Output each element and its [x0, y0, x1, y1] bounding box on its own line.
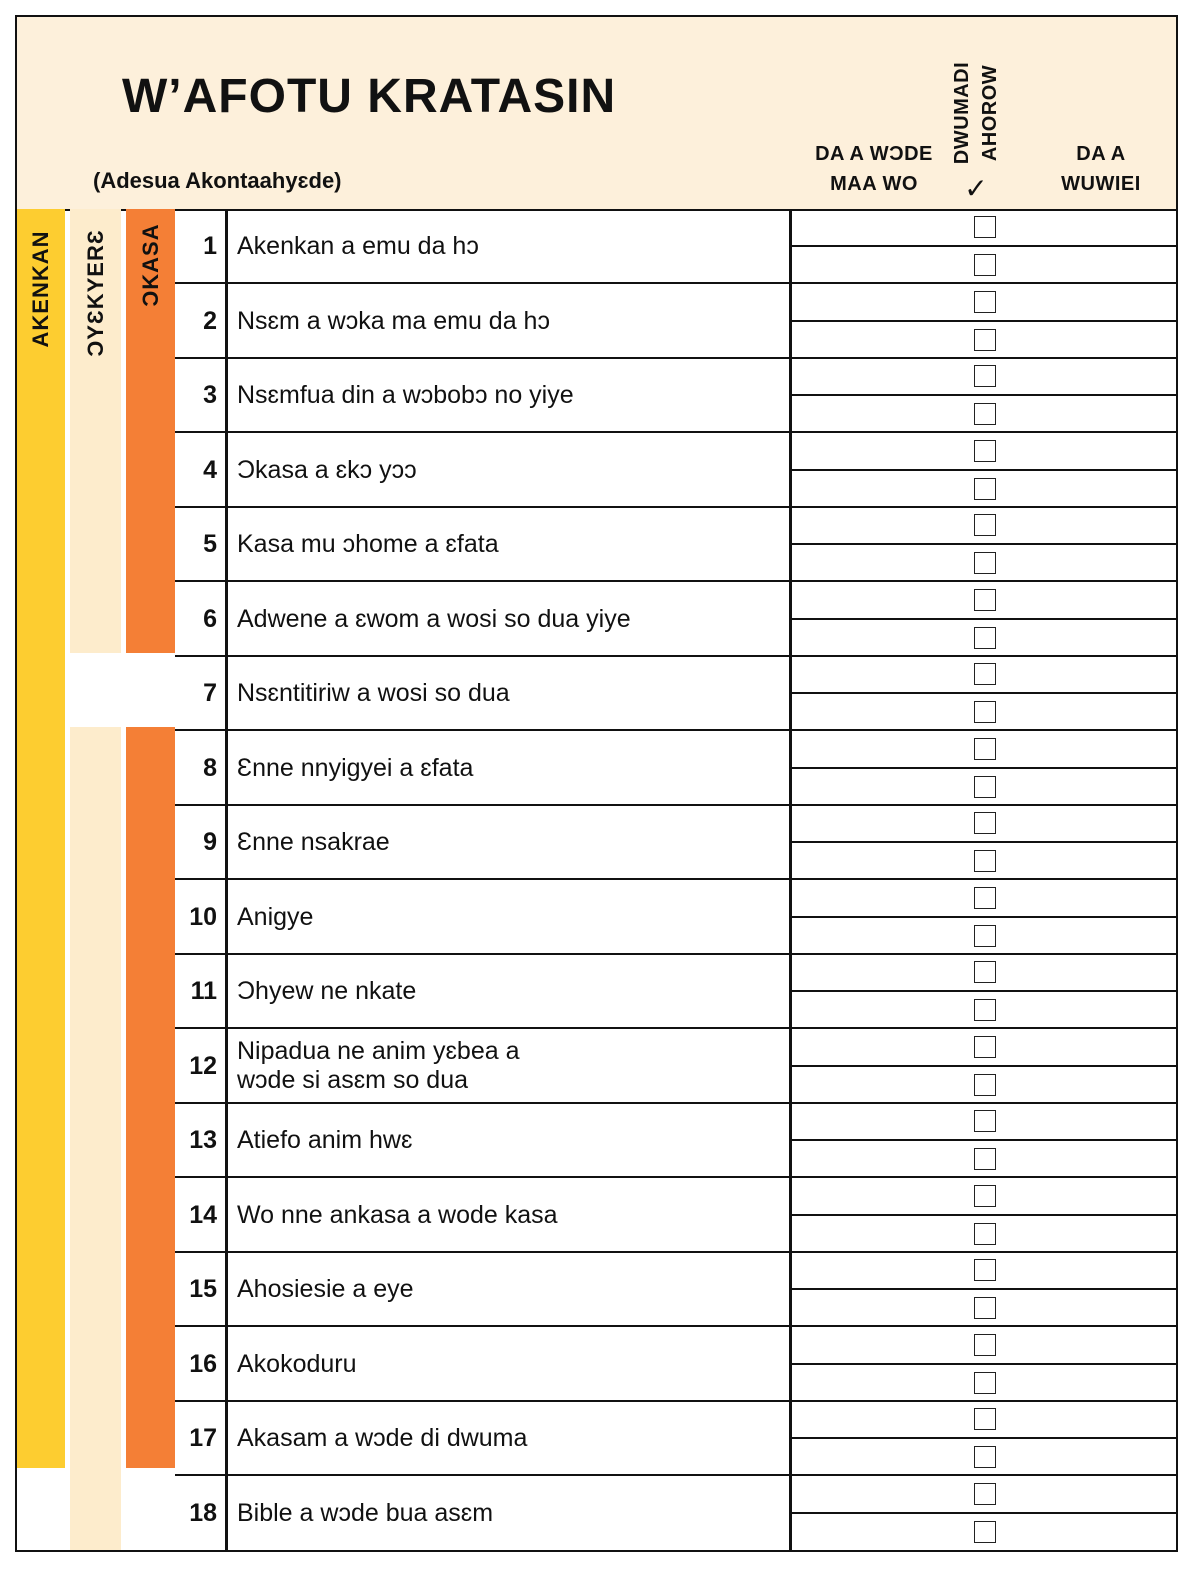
- point-title: Akenkan a emu da hɔ: [237, 231, 479, 260]
- row-sub-divider: [791, 841, 1176, 843]
- exercise-checkbox[interactable]: [974, 1483, 996, 1505]
- table-row: [17, 954, 1176, 1028]
- point-title: Nsɛm a wɔka ma emu da hɔ: [237, 306, 550, 335]
- point-title: Wo nne ankasa a wode kasa: [237, 1200, 558, 1229]
- column-header-exercises-line2: AHOROW: [979, 64, 1001, 162]
- table-row: [17, 1029, 1176, 1103]
- table-row: [17, 880, 1176, 954]
- table-row: [17, 582, 1176, 656]
- row-sub-divider: [791, 692, 1176, 694]
- exercise-checkbox[interactable]: [974, 1297, 996, 1319]
- exercise-checkbox[interactable]: [974, 961, 996, 983]
- row-sub-divider: [791, 320, 1176, 322]
- exercise-checkbox[interactable]: [974, 1334, 996, 1356]
- table-row: [17, 731, 1176, 805]
- table-row: [17, 209, 1176, 283]
- exercise-checkbox[interactable]: [974, 291, 996, 313]
- point-title: Bible a wɔde bua asɛm: [237, 1498, 494, 1527]
- point-title: Anigye: [237, 902, 314, 931]
- row-sub-divider: [791, 1437, 1176, 1439]
- point-title: Adwene a ɛwom a wosi so dua yiye: [237, 604, 631, 633]
- column-header-exercises-rotated: [948, 62, 1004, 164]
- exercise-checkbox[interactable]: [974, 1446, 996, 1468]
- exercise-checkbox[interactable]: [974, 738, 996, 760]
- exercise-checkbox[interactable]: [974, 403, 996, 425]
- exercise-checkbox[interactable]: [974, 701, 996, 723]
- table-row: [17, 358, 1176, 432]
- exercise-checkbox[interactable]: [974, 1036, 996, 1058]
- point-title: Ɔkasa a ɛkɔ yɔɔ: [237, 455, 417, 484]
- point-number: 9: [203, 827, 217, 856]
- exercise-checkbox[interactable]: [974, 776, 996, 798]
- exercise-checkbox[interactable]: [974, 514, 996, 536]
- table-row: [17, 1252, 1176, 1326]
- row-sub-divider: [791, 618, 1176, 620]
- table-row: [17, 507, 1176, 581]
- exercise-checkbox[interactable]: [974, 254, 996, 276]
- column-header-exercises: [937, 37, 1015, 204]
- band-teaching-label: ƆYƐKYERƐ: [82, 229, 108, 357]
- row-sub-divider: [791, 394, 1176, 396]
- point-title: Ɛnne nsakrae: [237, 827, 390, 856]
- point-title: Kasa mu ɔhome a ɛfata: [237, 529, 499, 558]
- table-row: [17, 1178, 1176, 1252]
- exercise-checkbox[interactable]: [974, 329, 996, 351]
- row-sub-divider: [791, 1214, 1176, 1216]
- column-header-date-line1: DA A WƆDE: [815, 143, 933, 165]
- column-header-date-completed: [1017, 139, 1185, 199]
- point-number: 3: [203, 380, 217, 409]
- exercise-checkbox[interactable]: [974, 663, 996, 685]
- point-number: 14: [189, 1200, 217, 1229]
- exercise-checkbox[interactable]: [974, 1223, 996, 1245]
- exercise-checkbox[interactable]: [974, 1185, 996, 1207]
- exercise-checkbox[interactable]: [974, 589, 996, 611]
- row-sub-divider: [791, 990, 1176, 992]
- form-subtitle: (Adesua Akontaahyɛde): [93, 168, 342, 193]
- point-title: Akokoduru: [237, 1349, 357, 1378]
- point-title: Ɔhyew ne nkate: [237, 976, 417, 1005]
- point-number: 2: [203, 306, 217, 335]
- band-speaking-label: ƆKASA: [137, 223, 163, 307]
- column-header-date-assigned: [789, 139, 959, 199]
- table-row: [17, 805, 1176, 879]
- column-header-done-line2: WUWIEI: [1061, 173, 1141, 195]
- point-title: Nipadua ne anim yɛbea a wɔde si asɛm so dua: [237, 1037, 520, 1094]
- point-number: 15: [189, 1274, 217, 1303]
- exercise-checkbox[interactable]: [974, 216, 996, 238]
- exercise-checkbox[interactable]: [974, 1408, 996, 1430]
- point-number: 4: [203, 455, 217, 484]
- exercise-checkbox[interactable]: [974, 627, 996, 649]
- row-sub-divider: [791, 1363, 1176, 1365]
- counsel-form: [15, 15, 1178, 1552]
- point-title: Ahosiesie a eye: [237, 1274, 414, 1303]
- point-number: 6: [203, 604, 217, 633]
- exercise-checkbox[interactable]: [974, 365, 996, 387]
- table-row: [17, 1401, 1176, 1475]
- table-row: [17, 656, 1176, 730]
- form-header: [17, 17, 1176, 211]
- table-row: [17, 433, 1176, 507]
- point-number: 13: [189, 1125, 217, 1154]
- point-title: Atiefo anim hwɛ: [237, 1125, 413, 1154]
- point-title: Nsɛntitiriw a wosi so dua: [237, 678, 510, 707]
- point-title: Nsɛmfua din a wɔbobɔ no yiye: [237, 380, 574, 409]
- table-row: [17, 284, 1176, 358]
- number-column-divider: [225, 209, 228, 1550]
- point-number: 10: [189, 902, 217, 931]
- point-number: 8: [203, 753, 217, 782]
- band-reading-label: AKENKAN: [28, 230, 53, 348]
- row-sub-divider: [791, 1065, 1176, 1067]
- row-sub-divider: [791, 1288, 1176, 1290]
- date-column-divider: [789, 209, 792, 1550]
- point-number: 7: [203, 678, 217, 707]
- point-title: Ɛnne nnyigyei a ɛfata: [237, 753, 474, 782]
- exercise-checkbox[interactable]: [974, 478, 996, 500]
- exercise-checkbox[interactable]: [974, 1521, 996, 1543]
- exercise-checkbox[interactable]: [974, 552, 996, 574]
- row-sub-divider: [791, 916, 1176, 918]
- exercise-checkbox[interactable]: [974, 1259, 996, 1281]
- checkmark-icon: ✓: [964, 173, 988, 204]
- row-sub-divider: [791, 767, 1176, 769]
- exercise-checkbox[interactable]: [974, 1148, 996, 1170]
- exercise-checkbox[interactable]: [974, 1372, 996, 1394]
- exercise-checkbox[interactable]: [974, 1074, 996, 1096]
- table-row: [17, 1103, 1176, 1177]
- exercise-checkbox[interactable]: [974, 850, 996, 872]
- row-sub-divider: [791, 1139, 1176, 1141]
- exercise-checkbox[interactable]: [974, 925, 996, 947]
- column-header-date-line2: MAA WO: [830, 173, 918, 195]
- point-number: 5: [203, 529, 217, 558]
- column-header-done-line1: DA A: [1076, 143, 1126, 165]
- form-title: W’AFOTU KRATASIN: [122, 70, 617, 123]
- table-row: [17, 1327, 1176, 1401]
- point-number: 18: [189, 1498, 217, 1527]
- counsel-points-table: [17, 209, 1176, 1550]
- point-title: Akasam a wɔde di dwuma: [237, 1423, 528, 1452]
- column-header-exercises-line1: DWUMADI: [951, 61, 973, 165]
- exercise-checkbox[interactable]: [974, 812, 996, 834]
- exercise-checkbox[interactable]: [974, 887, 996, 909]
- exercise-checkbox[interactable]: [974, 1110, 996, 1132]
- point-number: 12: [189, 1051, 217, 1080]
- table-row: [17, 1476, 1176, 1550]
- point-number: 1: [203, 231, 217, 260]
- row-sub-divider: [791, 245, 1176, 247]
- exercise-checkbox[interactable]: [974, 999, 996, 1021]
- row-sub-divider: [791, 469, 1176, 471]
- point-number: 16: [189, 1349, 217, 1378]
- exercise-checkbox[interactable]: [974, 440, 996, 462]
- point-number: 11: [190, 976, 217, 1005]
- row-sub-divider: [791, 1512, 1176, 1514]
- point-number: 17: [189, 1423, 217, 1452]
- row-sub-divider: [791, 543, 1176, 545]
